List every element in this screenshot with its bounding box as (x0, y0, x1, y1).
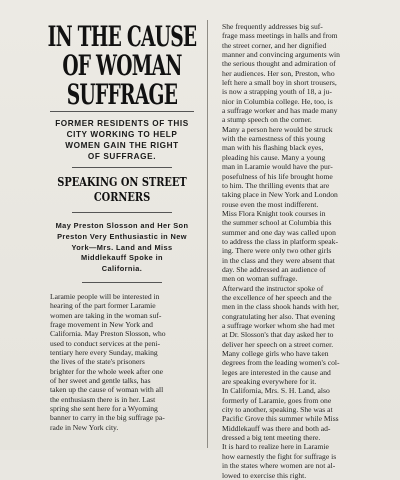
text-line: brighter for the whole week after one (50, 366, 164, 376)
subdeck-line: May Preston Slosson and Her Son (55, 221, 189, 230)
text-line: In California, Mrs. S. H. Land, also (222, 386, 330, 396)
text-line: congratulating her also. That evening (222, 311, 336, 321)
text-line: rouse even the most indifferent. (222, 199, 319, 209)
text-line: to address the class in platform speak- (222, 236, 338, 246)
divider (50, 111, 194, 112)
left-column (42, 22, 202, 432)
text-line: Many college girls who have taken (222, 349, 329, 359)
right-column (214, 22, 394, 480)
text-line: the serious thought and admiration of (222, 59, 336, 69)
text-line: the enthusiasm there is in her. Last (50, 394, 156, 404)
text-line: a stump speech on the corner. (222, 115, 312, 125)
text-line: city to another, speaking. She was at (222, 405, 333, 415)
divider (72, 212, 172, 213)
text-line: frage mass meetings in halls and from (222, 31, 338, 41)
article-body-left (42, 292, 202, 432)
text-line: used to conduct services at the peni- (50, 338, 161, 348)
paragraph (214, 125, 394, 209)
text-line: women are taking in the woman suf- (50, 310, 162, 320)
text-line: ing. There were only two other girls (222, 246, 332, 256)
headline-line: SUFFRAGE (66, 78, 178, 111)
text-line: a suffrage worker whom she had met (222, 321, 335, 330)
text-line: the street corner, and her dignified (222, 40, 327, 50)
text-line: California. May Preston Slosson, who (50, 329, 166, 339)
subdeck-line: California. (101, 264, 143, 274)
text-line: Middlekauff was there and both ad- (222, 423, 331, 433)
text-line: men in the class shook hands with her, (222, 302, 339, 312)
text-line: the summer school at Columbia this (222, 218, 332, 228)
text-line: day. She addressed an audience of (222, 264, 326, 274)
text-line: Many a person here would be struck (222, 124, 333, 134)
text-line: pleading his cause. Many a young (222, 152, 326, 162)
text-line: of her sweet and gentle talks, has (50, 376, 151, 386)
deck-line: CITY WORKING TO HELP (66, 130, 178, 139)
text-line: men on woman suffrage. (222, 274, 298, 284)
paragraph (42, 292, 202, 432)
text-line: left here a small boy in short trousers, (222, 78, 337, 88)
subdeck-line: York—Mrs. Land and Miss (71, 242, 173, 252)
text-line: the excellence of her speech and the (222, 292, 332, 302)
deck-line: OF SUFFRAGE. (87, 152, 157, 161)
paragraph (214, 209, 394, 284)
paragraph (214, 22, 394, 125)
subdeck-line: Preston Very Enthusiastic in New (57, 231, 187, 241)
text-line: dressed a big tent meeting there. (222, 433, 321, 443)
text-line: lowed to exercise this right. (222, 470, 307, 480)
headline (42, 22, 202, 109)
text-line: She frequently addresses big suf- (222, 22, 323, 31)
text-line: the lives of the state's prisoners (50, 357, 145, 367)
paragraph (214, 442, 394, 479)
text-line: Afterward the instructor spoke of (222, 283, 324, 293)
subdeck-line: Middlekauff Spoke in (81, 253, 163, 263)
article-body-right (214, 22, 394, 480)
subhead: SPEAKING ON STREET CORNERS (57, 175, 187, 204)
text-line: hearing of the part former Laramie (50, 301, 156, 311)
text-line: deliver her speech on a street corner. (222, 339, 334, 349)
text-line: formerly of Laramie, goes from one (222, 395, 332, 405)
text-line: tentiary here every Sunday, making (50, 348, 158, 358)
text-line: leges are interested in the cause and (222, 367, 331, 377)
text-line: to him. The thrilling events that are (222, 180, 330, 190)
paragraph (214, 284, 394, 387)
text-line: are speaking everywhere for it. (222, 377, 317, 387)
text-line: degrees from the leading women's col- (222, 358, 340, 368)
text-line: in the class and they were absent that (222, 255, 335, 265)
text-line: is now a strapping youth of 18, a ju- (222, 87, 332, 97)
text-line: taking place in New York and London (222, 190, 338, 200)
subdeck (46, 221, 198, 275)
text-line: posefulness of his life brought home (222, 171, 333, 181)
text-line: summer and one day was called upon (222, 227, 336, 237)
divider (82, 282, 162, 283)
deck-line: FORMER RESIDENTS OF THIS (55, 119, 189, 128)
text-line: frage movement in New York and (50, 320, 153, 330)
text-line: spring she sent here for a Wyoming (50, 404, 158, 414)
text-line: banner to carry in the big suffrage pa- (50, 413, 165, 423)
text-line: Pacific Grove this summer while Miss (222, 414, 339, 424)
headline-line: IN THE CAUSE (47, 20, 197, 53)
text-line: how earnestly the fight for suffrage is (222, 451, 337, 461)
text-line: Miss Flora Knight took courses in (222, 208, 326, 218)
text-line: It is hard to realize here in Laramie (222, 442, 329, 452)
headline-line: OF WOMAN (62, 49, 182, 82)
deck-line: WOMEN GAIN THE RIGHT (65, 141, 179, 150)
deck (44, 118, 200, 162)
text-line: nior in Columbia college. He, too, is (222, 96, 333, 106)
text-line: with the earnestness of this young (222, 134, 326, 144)
text-line: man in Laramie would have the pur- (222, 162, 333, 172)
text-line: rade in New York city. (50, 422, 119, 432)
column-rule (207, 20, 208, 448)
text-line: man with his flashing black eyes, (222, 143, 324, 153)
text-line: taken up the cause of woman with all (50, 385, 164, 395)
text-line: manner and convincing arguments win (222, 50, 340, 60)
text-line: her audiences. Her son, Preston, who (222, 68, 335, 78)
divider (72, 167, 172, 168)
text-line: at Dr. Slosson's that day asked her to (222, 330, 334, 340)
text-line: a suffrage worker and has made many (222, 106, 338, 116)
paragraph (214, 386, 394, 442)
text-line: Laramie people will be interested in (50, 291, 160, 301)
text-line: in the states where women are not al- (222, 461, 336, 471)
